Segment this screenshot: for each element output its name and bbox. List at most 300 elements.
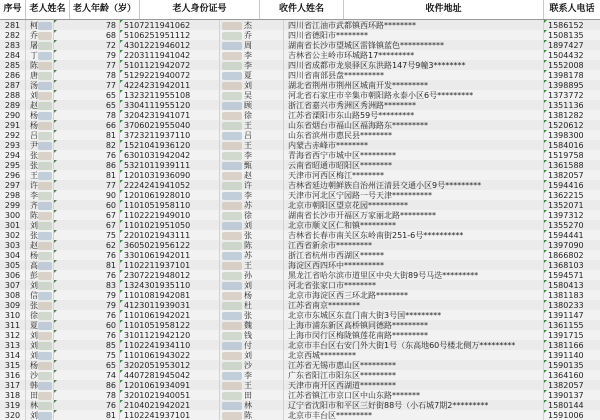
address-cell[interactable]: 上海市闵行区梅陇镇莲花南路********* xyxy=(284,330,544,342)
elder-name-cell[interactable]: 汤 xyxy=(26,80,54,92)
address-cell[interactable]: 辽宁省沈阳市和平区三好街88号（小石城7期2********* xyxy=(284,400,544,412)
seq-cell[interactable]: 305 xyxy=(0,260,26,272)
elder-id-cell[interactable]: 1201061928010 xyxy=(120,190,220,202)
phone-cell[interactable]: 1351136 xyxy=(544,100,600,112)
phone-cell[interactable]: 1594416 xyxy=(544,180,600,192)
elder-age-cell[interactable]: 81 xyxy=(54,170,120,182)
recipient-name-cell[interactable]: 陈 xyxy=(220,240,284,252)
phone-cell[interactable]: 1866802 xyxy=(544,250,600,262)
seq-cell[interactable]: 313 xyxy=(0,340,26,352)
elder-id-cell[interactable]: 5129221940072 xyxy=(120,70,220,82)
address-cell[interactable]: 海淀区西四环中********** xyxy=(284,260,544,272)
phone-cell[interactable]: 1591006 xyxy=(544,410,600,420)
address-cell[interactable]: 浙江省杭州市西湖区****** xyxy=(284,250,544,262)
phone-cell[interactable]: 1381282 xyxy=(544,110,600,122)
elder-name-cell[interactable]: 刘 xyxy=(26,220,54,232)
cell-error-marker-icon xyxy=(54,380,57,383)
address-cell[interactable]: 吉林省长春市南关区东岭南街251-6号********** xyxy=(284,230,544,242)
elder-age-cell[interactable]: 81 xyxy=(54,260,120,272)
elder-id-cell[interactable]: 1102241937101 xyxy=(120,410,220,420)
recipient-name-cell[interactable]: 徐 xyxy=(220,110,284,122)
phone-cell[interactable]: 1398895 xyxy=(544,80,600,92)
recipient-name-cell[interactable]: 夏 xyxy=(220,70,284,82)
address-cell[interactable]: 北京市顺义区仁和镇********* xyxy=(284,220,544,232)
address-cell[interactable]: 江苏省溧阳市东山路59号********* xyxy=(284,110,544,122)
elder-id-cell[interactable]: 5321011939111 xyxy=(120,160,220,172)
elder-id-cell[interactable]: 2203111941042 xyxy=(120,50,220,62)
phone-cell[interactable]: 1362215 xyxy=(544,190,600,202)
recipient-name-cell[interactable]: 王 xyxy=(220,380,284,392)
elder-age-cell[interactable]: 75 xyxy=(54,230,120,242)
recipient-name-cell[interactable]: 王 xyxy=(220,120,284,132)
address-cell[interactable]: 北京市丰台区右安门外大街1号（东高地60号楼北侧万********* xyxy=(284,340,544,352)
phone-cell[interactable]: 1398300 xyxy=(544,130,600,142)
elder-name-cell[interactable]: 赵 xyxy=(26,100,54,112)
header-phone[interactable]: 联系人电话 xyxy=(549,4,595,14)
elder-age-cell[interactable]: 60 xyxy=(54,320,120,332)
address-cell[interactable]: 浙江省嘉兴市秀洲区秀洲路******** xyxy=(284,100,544,112)
elder-name-cell[interactable]: 柯 xyxy=(26,20,54,32)
elder-age-cell[interactable]: 76 xyxy=(54,150,120,162)
seq-cell[interactable]: 297 xyxy=(0,180,26,192)
recipient-name-cell[interactable]: 魏 xyxy=(220,320,284,332)
recipient-name-cell[interactable]: 徐 xyxy=(220,210,284,222)
redaction-blur xyxy=(38,32,52,40)
address-cell[interactable]: 北京市丰台区********* xyxy=(284,410,544,420)
seq-cell[interactable]: 282 xyxy=(0,30,26,42)
elder-age-cell[interactable]: 79 xyxy=(54,300,120,312)
elder-age-cell[interactable]: 67 xyxy=(54,210,120,222)
recipient-name-cell[interactable]: 林 xyxy=(220,400,284,412)
elder-age-cell[interactable]: 85 xyxy=(54,340,120,352)
address-cell[interactable]: 内蒙古赤峰市******** xyxy=(284,140,544,152)
elder-age-cell[interactable]: 76 xyxy=(54,400,120,412)
recipient-name-cell[interactable]: 刘 xyxy=(220,280,284,292)
elder-id-cell[interactable]: 1101051958110 xyxy=(120,200,220,212)
elder-id-cell[interactable]: 1102221949010 xyxy=(120,210,220,222)
elder-age-cell[interactable]: 76 xyxy=(54,330,120,342)
elder-name-cell[interactable]: 张 xyxy=(26,160,54,172)
address-cell[interactable]: 山东省滨州市惠民县******** xyxy=(284,130,544,142)
elder-id-cell[interactable]: 6301031942042 xyxy=(120,150,220,162)
recipient-name-cell[interactable]: 张 xyxy=(220,310,284,322)
elder-id-cell[interactable]: 2224241941052 xyxy=(120,180,220,192)
recipient-name-cell[interactable]: 王 xyxy=(220,260,284,272)
seq-cell[interactable]: 312 xyxy=(0,330,26,342)
redaction-blur xyxy=(38,42,52,50)
elder-id-cell[interactable]: 1101051958122 xyxy=(120,320,220,332)
recipient-name-cell[interactable]: 李 xyxy=(220,150,284,162)
seq-cell[interactable]: 298 xyxy=(0,190,26,202)
phone-cell[interactable]: 1382057 xyxy=(544,380,600,392)
phone-cell[interactable]: 1552008 xyxy=(544,60,600,72)
elder-age-cell[interactable]: 79 xyxy=(54,50,120,62)
phone-cell[interactable]: 1364160 xyxy=(544,370,600,382)
elder-name-cell[interactable]: 尹 xyxy=(26,140,54,152)
phone-cell[interactable]: 1520612 xyxy=(544,120,600,132)
elder-name-cell[interactable]: 沙 xyxy=(26,370,54,382)
phone-cell[interactable]: 1397090 xyxy=(544,240,600,252)
header-seq[interactable]: 序号 xyxy=(0,0,26,19)
seq-cell[interactable]: 317 xyxy=(0,380,26,392)
elder-age-cell[interactable]: 76 xyxy=(54,250,120,262)
elder-name-cell[interactable]: 吕 xyxy=(26,130,54,142)
elder-id-cell[interactable]: 2201021943111 xyxy=(120,230,220,242)
elder-name-cell[interactable]: 杨 xyxy=(26,360,54,372)
header-elder-age[interactable]: 老人年龄（岁） xyxy=(70,0,140,19)
seq-cell[interactable]: 302 xyxy=(0,230,26,242)
elder-age-cell[interactable]: 62 xyxy=(54,240,120,252)
recipient-name-cell[interactable]: 乔 xyxy=(220,30,284,42)
elder-id-cell[interactable]: 1101021951050 xyxy=(120,220,220,232)
elder-id-cell[interactable]: 1101061943022 xyxy=(120,350,220,362)
recipient-name-cell[interactable]: 李 xyxy=(220,190,284,202)
seq-cell[interactable]: 311 xyxy=(0,320,26,332)
seq-cell[interactable]: 284 xyxy=(0,50,26,62)
elder-age-cell[interactable]: 81 xyxy=(54,410,120,420)
elder-name-cell[interactable]: 张 xyxy=(26,230,54,242)
elder-age-cell[interactable]: 65 xyxy=(54,360,120,372)
header-address[interactable]: 收件地址 xyxy=(344,0,544,19)
address-cell[interactable]: 湖南省长沙市开福区万家丽北路********* xyxy=(284,210,544,222)
seq-cell[interactable]: 288 xyxy=(0,90,26,102)
elder-name-cell[interactable]: 王 xyxy=(26,170,54,182)
elder-name-cell[interactable]: 陈 xyxy=(26,210,54,222)
elder-name-cell[interactable]: 高 xyxy=(26,260,54,272)
address-cell[interactable]: 湖北省荆州市荆州区城南开发********* xyxy=(284,80,544,92)
elder-name-cell[interactable]: 刘 xyxy=(26,340,54,352)
recipient-name-cell[interactable]: 赵 xyxy=(220,170,284,182)
address-cell[interactable]: 河北省石家庄市辛集市朝阳路永泰小区6号********* xyxy=(284,90,544,102)
phone-cell[interactable]: 1590135 xyxy=(544,360,600,372)
seq-cell[interactable]: 295 xyxy=(0,160,26,172)
elder-age-cell[interactable]: 79 xyxy=(54,290,120,302)
phone-cell[interactable]: 1381183 xyxy=(544,290,600,302)
elder-id-cell[interactable]: 1323211955108 xyxy=(120,90,220,102)
elder-age-cell[interactable]: 67 xyxy=(54,220,120,232)
seq-cell[interactable]: 310 xyxy=(0,310,26,322)
elder-name-cell[interactable]: 夏 xyxy=(26,320,54,332)
elder-age-cell[interactable]: 86 xyxy=(54,160,120,172)
seq-cell[interactable]: 316 xyxy=(0,370,26,382)
elder-id-cell[interactable]: 1101061942021 xyxy=(120,310,220,322)
elder-age-cell[interactable]: 65 xyxy=(54,90,120,102)
elder-age-cell[interactable]: 66 xyxy=(54,120,120,132)
phone-cell[interactable]: 1519758 xyxy=(544,150,600,162)
elder-id-cell[interactable]: 3301061942011 xyxy=(120,250,220,262)
recipient-name-cell[interactable]: 甄 xyxy=(220,160,284,172)
seq-cell[interactable]: 299 xyxy=(0,200,26,212)
seq-cell[interactable]: 306 xyxy=(0,270,26,282)
address-cell[interactable]: 河北省张家口市******** xyxy=(284,280,544,292)
seq-cell[interactable]: 285 xyxy=(0,60,26,72)
elder-age-cell[interactable]: 83 xyxy=(54,280,120,292)
elder-name-cell[interactable]: 乔 xyxy=(26,30,54,42)
elder-name-cell[interactable]: 赵 xyxy=(26,240,54,252)
elder-id-cell[interactable]: 2104021942021 xyxy=(120,400,220,412)
address-cell[interactable]: 江苏省南京******** xyxy=(284,300,544,312)
header-recipient-name[interactable]: 收件人姓名 xyxy=(260,0,344,19)
elder-name-cell[interactable]: 屠 xyxy=(26,40,54,52)
phone-cell[interactable]: 1382057 xyxy=(544,170,600,182)
elder-age-cell[interactable]: 60 xyxy=(54,200,120,212)
elder-age-cell[interactable]: 77 xyxy=(54,180,120,192)
seq-cell[interactable]: 296 xyxy=(0,170,26,182)
phone-cell[interactable]: 1594571 xyxy=(544,270,600,282)
recipient-name-cell[interactable]: 张 xyxy=(220,230,284,242)
seq-cell[interactable]: 304 xyxy=(0,250,26,262)
elder-id-cell[interactable]: 1201031936090 xyxy=(120,170,220,182)
elder-name-cell[interactable]: 齐 xyxy=(26,200,54,212)
elder-id-cell[interactable]: 3706021955040 xyxy=(120,120,220,132)
recipient-name-cell[interactable]: 吕 xyxy=(220,130,284,142)
elder-name-cell[interactable]: 林 xyxy=(26,400,54,412)
elder-name-cell[interactable]: 杨 xyxy=(26,250,54,262)
elder-id-cell[interactable]: 1324301935110 xyxy=(120,280,220,292)
recipient-name-cell[interactable]: 周 xyxy=(220,40,284,52)
address-cell[interactable]: 天津市南开区西湖道********* xyxy=(284,380,544,392)
elder-id-cell[interactable]: 4224231942011 xyxy=(120,80,220,92)
address-cell[interactable]: 湖南省长沙市望城区雷锋镇蓝色*********** xyxy=(284,40,544,52)
elder-age-cell[interactable]: 78 xyxy=(54,70,120,82)
header-elder-name[interactable]: 老人姓名 xyxy=(26,0,70,19)
elder-age-cell[interactable]: 82 xyxy=(54,140,120,152)
phone-cell[interactable]: 1508135 xyxy=(544,30,600,42)
elder-name-cell[interactable]: 陈 xyxy=(26,60,54,72)
elder-age-cell[interactable]: 76 xyxy=(54,270,120,282)
cell-error-marker-icon xyxy=(54,390,57,393)
address-cell[interactable]: 北京市朝阳区望京花园********** xyxy=(284,200,544,212)
address-cell[interactable]: 江苏省镇江市京口区中山东路******* xyxy=(284,390,544,402)
elder-id-cell[interactable]: 5107211941062 xyxy=(120,20,220,32)
address-cell[interactable]: 青海省西宁市城中区********* xyxy=(284,150,544,162)
address-cell[interactable]: 北京市海淀区西三环北路******** xyxy=(284,290,544,302)
recipient-name-cell[interactable]: 许 xyxy=(220,180,284,192)
elder-id-cell[interactable]: 1201061934091 xyxy=(120,380,220,392)
seq-cell[interactable]: 291 xyxy=(0,120,26,132)
address-cell[interactable]: 天津市河西区梅江******** xyxy=(284,170,544,182)
elder-age-cell[interactable]: 65 xyxy=(54,100,120,112)
phone-cell[interactable]: 1580144 xyxy=(544,400,600,412)
address-cell[interactable]: 北京西城********* xyxy=(284,350,544,362)
seq-cell[interactable]: 308 xyxy=(0,290,26,302)
elder-id-cell[interactable]: 2307221948012 xyxy=(120,270,220,282)
cell-error-marker-icon xyxy=(120,180,123,183)
seq-cell[interactable]: 314 xyxy=(0,350,26,362)
elder-name-cell[interactable]: 彭 xyxy=(26,270,54,282)
seq-cell[interactable]: 309 xyxy=(0,300,26,312)
elder-id-cell[interactable]: 3605021956122 xyxy=(120,240,220,252)
elder-id-cell[interactable]: 5106251951112 xyxy=(120,30,220,42)
recipient-name-cell[interactable]: 沙 xyxy=(220,360,284,372)
address-cell[interactable]: 山东省烟台市福山区福海路东********* xyxy=(284,120,544,132)
elder-age-cell[interactable]: 68 xyxy=(54,30,120,42)
elder-age-cell[interactable]: 77 xyxy=(54,80,120,92)
elder-age-cell[interactable]: 76 xyxy=(54,310,120,322)
seq-cell[interactable]: 320 xyxy=(0,410,26,420)
elder-id-cell[interactable]: 4123011939031 xyxy=(120,300,220,312)
recipient-name-cell[interactable]: 刘 xyxy=(220,350,284,362)
phone-cell[interactable]: 1504432 xyxy=(544,50,600,62)
seq-cell[interactable]: 315 xyxy=(0,360,26,372)
recipient-name-cell[interactable]: 王 xyxy=(220,140,284,152)
elder-name-cell[interactable]: 韩 xyxy=(26,380,54,392)
elder-name-cell[interactable]: 田 xyxy=(26,390,54,402)
cell-error-marker-icon xyxy=(544,170,547,173)
elder-id-cell[interactable]: 3201021940051 xyxy=(120,390,220,402)
recipient-name-cell[interactable]: 田 xyxy=(220,390,284,402)
phone-cell[interactable]: 1355270 xyxy=(544,220,600,232)
elder-age-cell[interactable]: 75 xyxy=(54,350,120,362)
address-cell[interactable]: 广东省阳江市阳东区********* xyxy=(284,370,544,382)
recipient-name-cell[interactable]: 杰 xyxy=(220,20,284,32)
elder-name-cell[interactable]: 信 xyxy=(26,290,54,302)
address-cell[interactable]: 四川省成都市龙泉驿区东洪路147号9幢3******** xyxy=(284,60,544,72)
redaction-blur xyxy=(38,292,52,300)
seq-cell[interactable]: 281 xyxy=(0,20,26,32)
seq-cell[interactable]: 286 xyxy=(0,70,26,82)
phone-cell[interactable]: 1391147 xyxy=(544,310,600,322)
elder-age-cell[interactable]: 81 xyxy=(54,130,120,142)
seq-cell[interactable]: 300 xyxy=(0,210,26,222)
elder-name-cell[interactable]: 杨 xyxy=(26,120,54,132)
seq-cell[interactable]: 289 xyxy=(0,100,26,112)
cell-error-marker-icon xyxy=(544,180,547,183)
phone-cell[interactable]: 1391715 xyxy=(544,330,600,342)
phone-cell[interactable]: 1586152 xyxy=(544,20,600,32)
seq-cell[interactable]: 294 xyxy=(0,150,26,162)
address-cell[interactable]: 云南省昭通市昭阳区******** xyxy=(284,160,544,172)
elder-id-cell[interactable]: 4301221946012 xyxy=(120,40,220,52)
elder-age-cell[interactable]: 72 xyxy=(54,40,120,52)
elder-age-cell[interactable]: 74 xyxy=(54,370,120,382)
elder-name-cell[interactable]: 刘 xyxy=(26,330,54,342)
seq-cell[interactable]: 283 xyxy=(0,40,26,52)
redaction-blur xyxy=(222,242,242,250)
elder-name-cell[interactable]: 唐 xyxy=(26,70,54,82)
phone-cell[interactable]: 1584016 xyxy=(544,140,600,152)
address-cell[interactable]: 吉林省公主岭市环城路17********* xyxy=(284,50,544,62)
elder-name-cell[interactable]: 张 xyxy=(26,150,54,162)
recipient-name-cell[interactable]: 李 xyxy=(220,370,284,382)
seq-cell[interactable]: 318 xyxy=(0,390,26,402)
seq-cell[interactable]: 287 xyxy=(0,80,26,92)
address-cell[interactable]: 江西省新余市********* xyxy=(284,240,544,252)
elder-id-cell[interactable]: 5101121942072 xyxy=(120,60,220,72)
phone-cell[interactable]: 1580413 xyxy=(544,280,600,292)
recipient-name-cell[interactable]: 钱 xyxy=(220,330,284,342)
elder-id-cell[interactable]: 3202051953012 xyxy=(120,360,220,372)
address-cell[interactable]: 江苏省无锡市惠山区********* xyxy=(284,360,544,372)
phone-cell[interactable]: 1391140 xyxy=(544,350,600,362)
phone-cell[interactable]: 1398178 xyxy=(544,70,600,82)
header-elder-id[interactable]: 老人身份证号 xyxy=(140,0,260,19)
recipient-name-cell[interactable]: 杨 xyxy=(220,290,284,302)
recipient-name-cell[interactable]: 苏 xyxy=(220,250,284,262)
elder-name-cell[interactable]: 许 xyxy=(26,180,54,192)
elder-name-cell[interactable]: 刘 xyxy=(26,350,54,362)
phone-cell[interactable]: 1352071 xyxy=(544,200,600,212)
elder-age-cell[interactable]: 90 xyxy=(54,190,120,202)
seq-cell[interactable]: 292 xyxy=(0,130,26,142)
address-cell[interactable]: 上海市浦东新区高桥镇同德路********* xyxy=(284,320,544,332)
elder-age-cell[interactable]: 78 xyxy=(54,390,120,402)
phone-cell[interactable]: 1373772 xyxy=(544,90,600,102)
address-cell[interactable]: 吉林省延边朝鲜族自治州汪清县交通小区9号********* xyxy=(284,180,544,192)
address-cell[interactable]: 黑龙江省哈尔滨市道里区中央大街89号马迭********* xyxy=(284,270,544,282)
elder-id-cell[interactable]: 3304111955120 xyxy=(120,100,220,112)
seq-cell[interactable]: 307 xyxy=(0,280,26,292)
elder-age-cell[interactable]: 86 xyxy=(54,380,120,392)
recipient-name-cell[interactable]: 李 xyxy=(220,60,284,72)
phone-cell[interactable]: 1368103 xyxy=(544,260,600,272)
elder-age-cell[interactable]: 77 xyxy=(54,60,120,72)
elder-id-cell[interactable]: 1101081942081 xyxy=(120,290,220,302)
redaction-blur xyxy=(38,232,52,240)
elder-id-cell[interactable]: 4407281945042 xyxy=(120,370,220,382)
phone-cell[interactable]: 1897427 xyxy=(544,40,600,52)
address-cell[interactable]: 四川省南部县盘********** xyxy=(284,70,544,82)
elder-id-cell[interactable]: 1521041936120 xyxy=(120,140,220,152)
recipient-name-cell[interactable]: 李 xyxy=(220,50,284,62)
elder-name-cell[interactable]: 刘 xyxy=(26,280,54,292)
recipient-name-cell[interactable]: 陈 xyxy=(220,410,284,420)
elder-name-cell[interactable]: 徐 xyxy=(26,310,54,322)
elder-id-cell[interactable]: 3723211937110 xyxy=(120,130,220,142)
address-cell[interactable]: 四川省江油市武都镇西环路******** xyxy=(284,20,544,32)
elder-id-cell[interactable]: 3204231941071 xyxy=(120,110,220,122)
recipient-name-cell[interactable]: 付 xyxy=(220,340,284,352)
elder-name-cell[interactable]: 张 xyxy=(26,300,54,312)
address-cell[interactable]: 四川省德阳市******** xyxy=(284,30,544,42)
phone-cell[interactable]: 1361155 xyxy=(544,320,600,332)
recipient-name-cell[interactable]: 刘 xyxy=(220,80,284,92)
phone-cell[interactable]: 1594441 xyxy=(544,230,600,242)
recipient-name-cell[interactable]: 吴 xyxy=(220,90,284,102)
elder-id-cell[interactable]: 1102241934110 xyxy=(120,340,220,352)
phone-cell[interactable]: 1397312 xyxy=(544,210,600,222)
elder-name-cell[interactable]: 刘 xyxy=(26,90,54,102)
recipient-name-cell[interactable]: 刘 xyxy=(220,220,284,232)
address-cell[interactable]: 天津市河北区宁园路一号天津********** xyxy=(284,190,544,202)
elder-id-cell[interactable]: 1102211937101 xyxy=(120,260,220,272)
elder-age-cell[interactable]: 78 xyxy=(54,20,120,32)
recipient-name-cell[interactable]: 孙 xyxy=(220,270,284,282)
address-cell[interactable]: 北京市东城区东直门南大街3号国********* xyxy=(284,310,544,322)
recipient-name-cell[interactable]: 顾 xyxy=(220,100,284,112)
seq-cell[interactable]: 301 xyxy=(0,220,26,232)
elder-id-cell[interactable]: 3101121942120 xyxy=(120,330,220,342)
seq-cell[interactable]: 293 xyxy=(0,140,26,152)
seq-cell[interactable]: 290 xyxy=(0,110,26,122)
cell-error-marker-icon xyxy=(544,30,547,33)
phone-cell[interactable]: 1361588 xyxy=(544,160,600,172)
phone-cell[interactable]: 1381166 xyxy=(544,340,600,352)
elder-name-cell[interactable]: 丁 xyxy=(26,50,54,62)
elder-name-cell[interactable]: 刘 xyxy=(26,410,54,420)
phone-cell[interactable]: 1390137 xyxy=(544,390,600,402)
phone-cell[interactable]: 1380233 xyxy=(544,300,600,312)
seq-cell[interactable]: 319 xyxy=(0,400,26,412)
recipient-name-cell[interactable]: 苏 xyxy=(220,200,284,212)
recipient-name-cell[interactable]: 杜 xyxy=(220,300,284,312)
cell-error-marker-icon xyxy=(54,190,57,193)
seq-cell[interactable]: 303 xyxy=(0,240,26,252)
elder-name-cell[interactable]: 李 xyxy=(26,190,54,202)
redaction-blur xyxy=(38,62,52,70)
elder-name-cell[interactable]: 杨 xyxy=(26,110,54,122)
elder-age-cell[interactable]: 78 xyxy=(54,110,120,122)
